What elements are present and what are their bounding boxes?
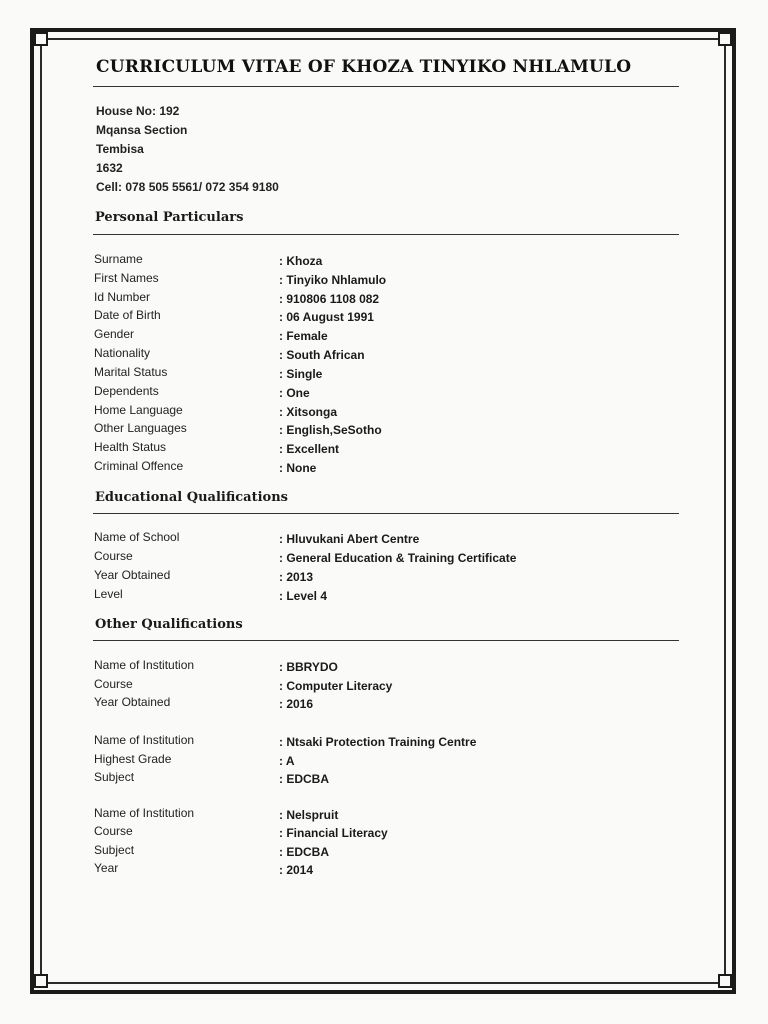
field-label: First Names (94, 271, 159, 285)
address-town: Tembisa (96, 142, 144, 156)
field-value: : Hluvukani Abert Centre (279, 532, 420, 546)
field-label: Other Languages (94, 421, 187, 435)
section-heading-other: Other Qualifications (95, 617, 243, 632)
section-divider (93, 640, 679, 641)
field-label: Name of Institution (94, 658, 195, 672)
field-label: Name of Institution (94, 733, 195, 747)
field-value: : EDCBA (279, 772, 329, 786)
field-value: : 2014 (279, 863, 314, 877)
field-label: Highest Grade (94, 752, 172, 766)
field-label: Course (94, 549, 133, 563)
personal-row (94, 403, 654, 419)
field-value: : Nelspruit (279, 808, 339, 822)
field-label: Name of Institution (94, 806, 195, 820)
personal-row (94, 459, 654, 475)
field-value: : 910806 1108 082 (279, 292, 380, 306)
border-corner-ornament (718, 974, 732, 988)
other-row (94, 677, 654, 693)
field-label: Name of School (94, 530, 180, 544)
section-heading-education: Educational Qualifications (95, 490, 288, 505)
field-label: Home Language (94, 403, 183, 417)
field-value: : 06 August 1991 (279, 310, 374, 324)
field-value: : Female (279, 329, 328, 343)
other-row (94, 733, 654, 749)
border-corner-ornament (34, 32, 48, 46)
field-value: : 2013 (279, 570, 314, 584)
field-value: : Ntsaki Protection Training Centre (279, 735, 477, 749)
other-row (94, 806, 654, 822)
field-label: Subject (94, 770, 135, 784)
personal-row (94, 346, 654, 362)
field-value: : None (279, 461, 317, 475)
field-value: : Single (279, 367, 323, 381)
other-row (94, 658, 654, 674)
field-label: Course (94, 824, 133, 838)
personal-row (94, 290, 654, 306)
address-house: House No: 192 (96, 104, 180, 118)
personal-row (94, 252, 654, 268)
field-value: : BBRYDO (279, 660, 338, 674)
field-label: Course (94, 677, 133, 691)
field-label: Date of Birth (94, 308, 161, 322)
field-label: Year Obtained (94, 568, 171, 582)
border-corner-ornament (718, 32, 732, 46)
education-row (94, 587, 654, 603)
field-value: : EDCBA (279, 845, 329, 859)
address-cell: Cell: 078 505 5561/ 072 354 9180 (96, 180, 279, 194)
personal-row (94, 365, 654, 381)
personal-row (94, 308, 654, 324)
other-row (94, 824, 654, 840)
field-value: : One (279, 386, 310, 400)
address-code: 1632 (96, 161, 123, 175)
other-row (94, 752, 654, 768)
personal-row (94, 440, 654, 456)
section-heading-personal: Personal Particulars (95, 210, 244, 225)
section-divider (93, 513, 679, 514)
other-row (94, 770, 654, 786)
other-row (94, 695, 654, 711)
field-value: : South African (279, 348, 365, 362)
field-label: Id Number (94, 290, 151, 304)
field-value: : Xitsonga (279, 405, 338, 419)
cv-title: CURRICULUM VITAE OF KHOZA TINYIKO NHLAMULO (96, 57, 632, 77)
field-label: Nationality (94, 346, 151, 360)
field-label: Year Obtained (94, 695, 171, 709)
education-row (94, 530, 654, 546)
title-divider (93, 86, 679, 87)
field-label: Gender (94, 327, 135, 341)
border-corner-ornament (34, 974, 48, 988)
other-row (94, 843, 654, 859)
address-section: Mqansa Section (96, 123, 188, 137)
field-value: : English,SeSotho (279, 423, 382, 437)
field-label: Level (94, 587, 123, 601)
personal-row (94, 327, 654, 343)
field-value: : Khoza (279, 254, 323, 268)
field-value: : Level 4 (279, 589, 328, 603)
field-value: : A (279, 754, 295, 768)
field-value: : Financial Literacy (279, 826, 388, 840)
field-label: Year (94, 861, 119, 875)
field-label: Subject (94, 843, 135, 857)
section-divider (93, 234, 679, 235)
personal-row (94, 384, 654, 400)
field-value: : Excellent (279, 442, 340, 456)
field-value: : General Education & Training Certificate (279, 551, 517, 565)
field-value: : 2016 (279, 697, 314, 711)
field-value: : Tinyiko Nhlamulo (279, 273, 387, 287)
personal-row (94, 421, 654, 437)
field-label: Marital Status (94, 365, 168, 379)
field-label: Criminal Offence (94, 459, 184, 473)
education-row (94, 549, 654, 565)
education-row (94, 568, 654, 584)
personal-row (94, 271, 654, 287)
field-label: Dependents (94, 384, 159, 398)
field-label: Health Status (94, 440, 167, 454)
field-value: : Computer Literacy (279, 679, 393, 693)
field-label: Surname (94, 252, 143, 266)
other-row (94, 861, 654, 877)
